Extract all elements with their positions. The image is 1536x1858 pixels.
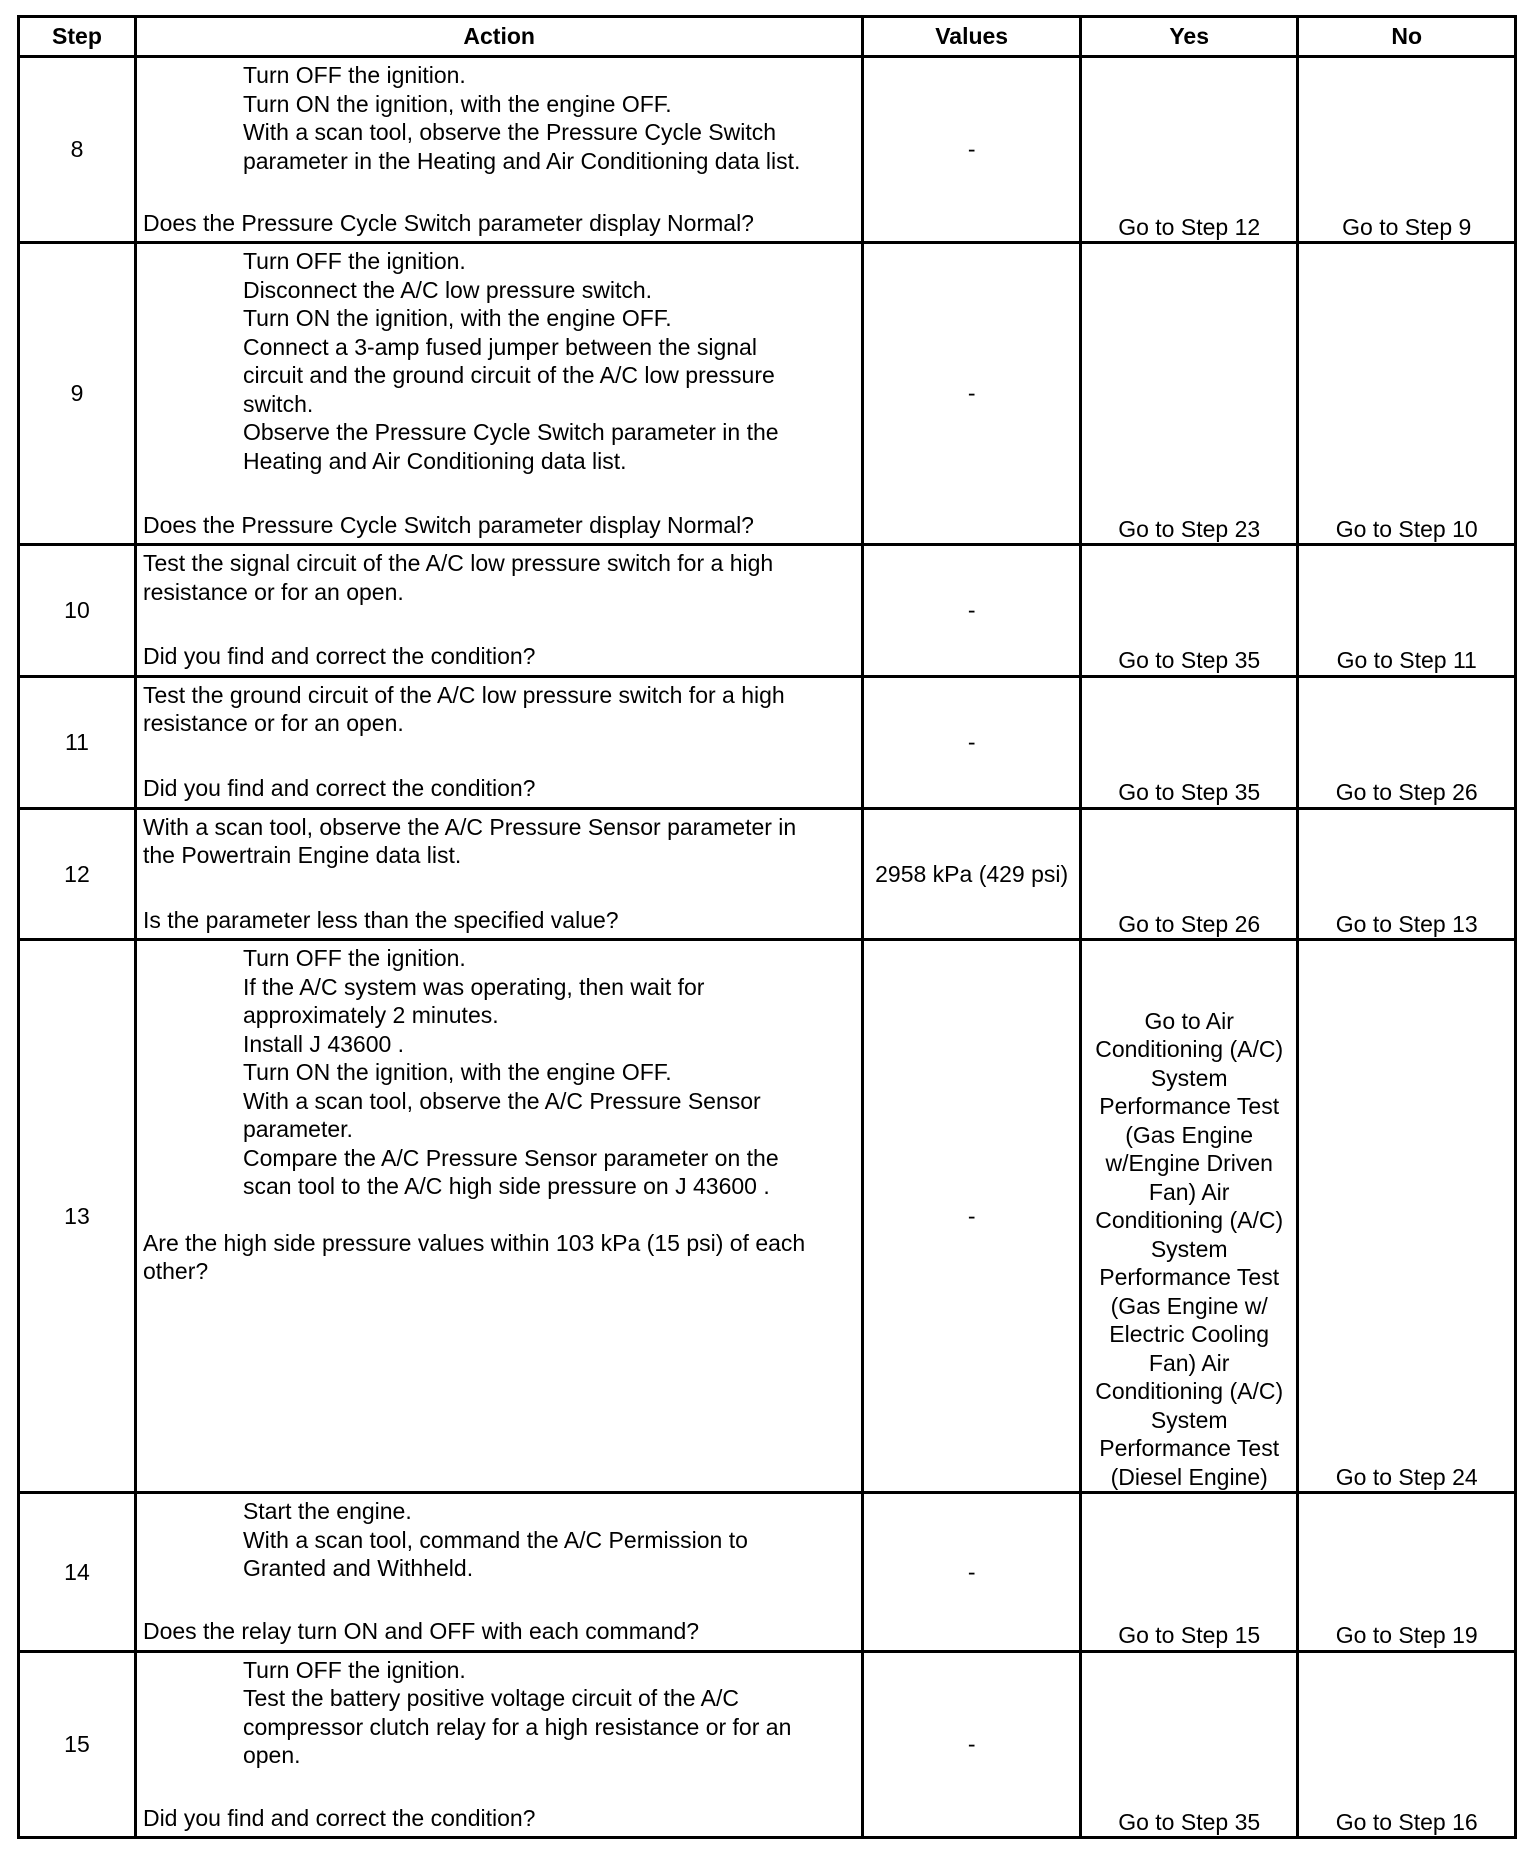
- values-cell: -: [863, 243, 1081, 545]
- step-number: 11: [19, 676, 136, 808]
- question-line: Are the high side pressure values within 103 kPa (15 psi) of each: [142, 1229, 806, 1256]
- instruction: Turn OFF the ignition.: [242, 945, 466, 972]
- instruction: Turn ON the ignition, with the engine OFF.: [242, 90, 672, 117]
- instruction-list: [143, 549, 855, 606]
- table-row: [19, 545, 1516, 677]
- no-cell: Go to Step 13: [1298, 808, 1516, 940]
- yes-line: (Gas Engine w/: [1110, 1292, 1268, 1319]
- no-cell: Go to Step 24: [1298, 940, 1516, 1493]
- instruction: Compare the A/C Pressure Sensor parameter on the: [242, 1144, 779, 1171]
- yes-line: Performance Test: [1099, 1435, 1280, 1462]
- yes-line: System: [1150, 1235, 1228, 1262]
- instruction: With a scan tool, observe the A/C Pressure Sensor: [242, 1087, 761, 1114]
- header-step: Step: [19, 17, 136, 57]
- yes-line: Fan) Air: [1148, 1349, 1230, 1376]
- question: Does the Pressure Cycle Switch parameter display Normal?: [142, 511, 754, 538]
- header-action: Action: [135, 17, 862, 57]
- no-cell: Go to Step 16: [1298, 1651, 1516, 1837]
- question-line: other?: [142, 1258, 209, 1285]
- yes-cell: Go to Step 23: [1080, 243, 1298, 545]
- step-number: 15: [19, 1651, 136, 1837]
- instruction: resistance or for an open.: [142, 710, 404, 737]
- question: [143, 1229, 855, 1286]
- table-row: [19, 57, 1516, 243]
- header-yes: Yes: [1080, 17, 1298, 57]
- question: Did you find and correct the condition?: [142, 775, 536, 801]
- instruction: With a scan tool, observe the Pressure Cycle Switch: [242, 119, 777, 145]
- instruction: Connect a 3-amp fused jumper between the signal: [242, 333, 757, 360]
- instruction-list: [143, 61, 855, 175]
- values-cell: -: [863, 676, 1081, 808]
- step-number: 8: [19, 57, 136, 243]
- no-cell: Go to Step 26: [1298, 676, 1516, 808]
- table-row: [19, 676, 1516, 808]
- instruction-list: [143, 944, 855, 1201]
- instruction: open.: [242, 1742, 301, 1769]
- step-number: 9: [19, 243, 136, 545]
- instruction: Turn OFF the ignition.: [242, 62, 466, 88]
- instruction-list: [143, 247, 855, 475]
- yes-line: (Diesel Engine): [1110, 1463, 1268, 1490]
- instruction-list: [143, 681, 855, 738]
- question: Did you find and correct the condition?: [142, 643, 536, 670]
- no-cell: Go to Step 10: [1298, 243, 1516, 545]
- table-row: [19, 1651, 1516, 1837]
- values-cell: -: [863, 1493, 1081, 1652]
- values-cell: -: [863, 545, 1081, 677]
- instruction-list: [143, 1497, 855, 1583]
- action-cell: [135, 676, 862, 808]
- instruction: approximately 2 minutes.: [242, 1002, 499, 1029]
- step-number: 14: [19, 1493, 136, 1652]
- instruction-list: [143, 813, 855, 870]
- instruction: Turn OFF the ignition.: [242, 1656, 466, 1683]
- instruction: Turn OFF the ignition.: [242, 248, 466, 275]
- diagnostic-table: [17, 15, 1517, 1839]
- yes-cell: Go to Step 35: [1080, 676, 1298, 808]
- question: Does the Pressure Cycle Switch parameter display Normal?: [142, 209, 754, 236]
- no-cell: Go to Step 19: [1298, 1493, 1516, 1652]
- instruction: parameter in the Heating and Air Conditioning data list.: [242, 147, 801, 174]
- action-cell: [135, 1493, 862, 1652]
- yes-cell: [1080, 940, 1298, 1493]
- yes-line: Go to Air: [1144, 1007, 1234, 1034]
- instruction: Turn ON the ignition, with the engine OFF.: [242, 305, 672, 332]
- instruction: Test the battery positive voltage circuit of the A/C: [242, 1685, 739, 1712]
- question: Is the parameter less than the specified value?: [142, 906, 619, 933]
- yes-line: System: [1150, 1064, 1228, 1091]
- instruction: With a scan tool, observe the A/C Pressure Sensor parameter in: [142, 813, 797, 840]
- no-cell: Go to Step 9: [1298, 57, 1516, 243]
- instruction: parameter.: [242, 1116, 353, 1143]
- instruction: Heating and Air Conditioning data list.: [242, 447, 627, 474]
- instruction: If the A/C system was operating, then wait for: [242, 973, 705, 1000]
- instruction: With a scan tool, command the A/C Permission to: [242, 1526, 748, 1553]
- table-row: [19, 243, 1516, 545]
- instruction-list: [143, 1656, 855, 1770]
- no-cell: Go to Step 11: [1298, 545, 1516, 677]
- yes-line: Conditioning (A/C): [1095, 1036, 1284, 1063]
- table-row: [19, 1493, 1516, 1652]
- instruction: Start the engine.: [242, 1498, 412, 1525]
- question: Does the relay turn ON and OFF with each command?: [142, 1618, 700, 1645]
- yes-cell: Go to Step 15: [1080, 1493, 1298, 1652]
- step-number: 10: [19, 545, 136, 677]
- instruction: compressor clutch relay for a high resistance or for an: [242, 1713, 792, 1740]
- action-cell: [135, 1651, 862, 1837]
- instruction: Observe the Pressure Cycle Switch parameter in the: [242, 419, 779, 446]
- values-cell: -: [863, 1651, 1081, 1837]
- table-row: [19, 808, 1516, 940]
- yes-line: Conditioning (A/C): [1095, 1378, 1284, 1405]
- table-row: [19, 940, 1516, 1493]
- instruction: Install J 43600 .: [242, 1030, 405, 1057]
- yes-line: (Gas Engine: [1125, 1121, 1254, 1148]
- action-cell: [135, 808, 862, 940]
- step-number: 13: [19, 940, 136, 1493]
- instruction: Test the signal circuit of the A/C low pressure switch for a high: [142, 550, 774, 577]
- instruction: circuit and the ground circuit of the A/C low pressure: [242, 362, 775, 389]
- instruction: scan tool to the A/C high side pressure on J 43600 .: [242, 1173, 770, 1200]
- action-cell: [135, 545, 862, 677]
- action-cell: [135, 57, 862, 243]
- values-cell: 2958 kPa (429 psi): [863, 808, 1081, 940]
- instruction: resistance or for an open.: [142, 578, 404, 605]
- yes-cell: Go to Step 26: [1080, 808, 1298, 940]
- question: Did you find and correct the condition?: [142, 1804, 536, 1831]
- yes-line: Fan) Air: [1148, 1178, 1230, 1205]
- yes-line: System: [1150, 1406, 1228, 1433]
- yes-cell: Go to Step 35: [1080, 1651, 1298, 1837]
- instruction: switch.: [242, 390, 314, 417]
- yes-line: Conditioning (A/C): [1095, 1207, 1284, 1234]
- yes-line: Performance Test: [1099, 1093, 1280, 1120]
- yes-cell: Go to Step 12: [1080, 57, 1298, 243]
- header-no: No: [1298, 17, 1516, 57]
- instruction: Test the ground circuit of the A/C low pressure switch for a high: [142, 681, 785, 708]
- yes-line: w/Engine Driven: [1105, 1150, 1273, 1177]
- action-cell: [135, 940, 862, 1493]
- yes-line: Electric Cooling: [1109, 1321, 1270, 1348]
- header-row: [19, 17, 1516, 57]
- yes-line: Performance Test: [1099, 1264, 1280, 1291]
- values-cell: -: [863, 940, 1081, 1493]
- values-cell: -: [863, 57, 1081, 243]
- step-number: 12: [19, 808, 136, 940]
- action-cell: [135, 243, 862, 545]
- header-values: Values: [863, 17, 1081, 57]
- instruction: Granted and Withheld.: [242, 1555, 474, 1582]
- yes-cell: Go to Step 35: [1080, 545, 1298, 677]
- instruction: Turn ON the ignition, with the engine OFF.: [242, 1059, 672, 1086]
- instruction: the Powertrain Engine data list.: [142, 842, 462, 868]
- instruction: Disconnect the A/C low pressure switch.: [242, 276, 653, 303]
